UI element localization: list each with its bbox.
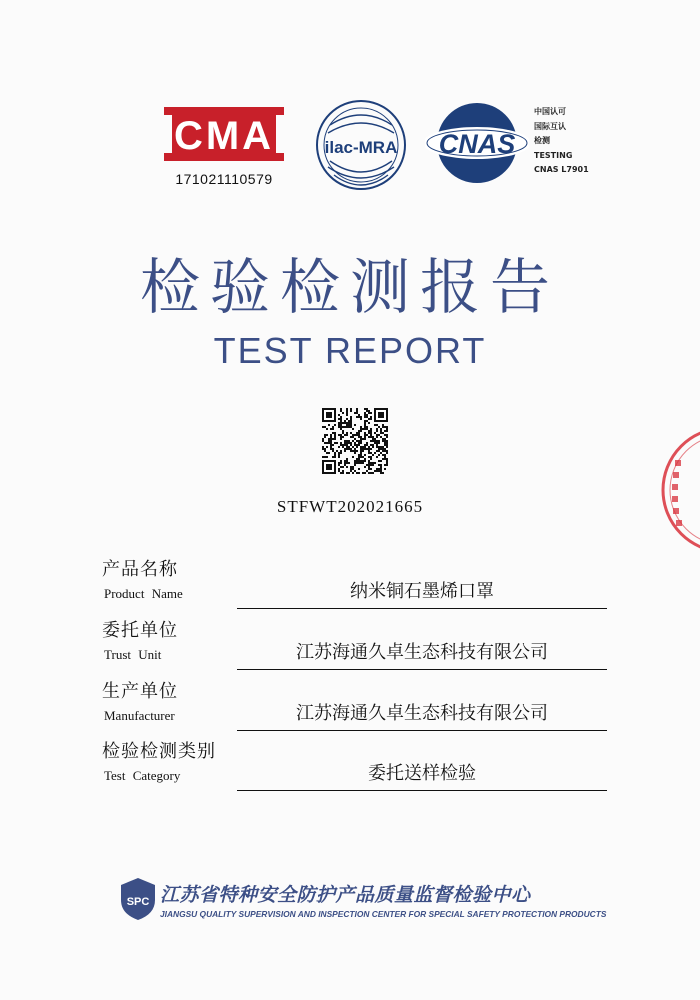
cnas-line: CNAS L7901 [534,165,589,174]
report-title-cn: 检验检测报告 [140,253,560,323]
cnas-line: 国际互认 [534,121,566,131]
field-value: 江苏海通久卓生态科技有限公司 [296,703,548,724]
field-label-cn: 产品名称 [102,559,178,580]
svg-text:CNAS: CNAS [438,129,516,159]
field-manufacturer [102,677,612,737]
svg-text:CMA: CMA [173,114,275,158]
field-label-cn: 检验检测类别 [102,741,216,762]
cnas-caption [534,105,589,178]
field-underline [237,669,607,670]
field-label-cn: 生产单位 [102,681,178,702]
cnas-line: TESTING [534,150,573,160]
issuer-name-en: JIANGSU QUALITY SUPERVISION AND INSPECTION CENTER FOR SPECIAL SAFETY PROTECTION PRODUCTS [160,909,607,919]
spc-badge-icon [118,876,158,922]
field-product-name [102,555,612,615]
report-title-en: TEST REPORT [213,330,487,371]
cnas-logo [425,100,529,190]
qr-code-icon[interactable] [322,408,388,478]
cma-mark-icon [158,105,290,163]
field-trust-unit [102,616,612,676]
accreditation-logos [0,95,700,205]
field-value: 纳米铜石墨烯口罩 [350,581,494,602]
ilac-mra-logo [316,95,406,199]
issuer-footer [118,872,607,932]
field-label-cn: 委托单位 [102,620,178,641]
report-number: STFWT202021665 [276,497,424,516]
field-label-en: Trust Unit [104,647,162,662]
field-test-category [102,737,612,797]
official-seal-icon [655,420,700,564]
field-label-en: Manufacturer [104,708,175,723]
svg-text:ilac-MRA: ilac-MRA [324,138,398,157]
field-underline [237,608,607,609]
cnas-line: 检测 [534,136,550,145]
field-label-en: Test Category [104,768,181,783]
cma-logo [158,105,290,187]
field-label-en: Product Name [104,586,183,601]
cma-number: 171021110579 [175,171,273,187]
cnas-line: 中国认可 [534,107,566,116]
svg-text:SPC: SPC [126,896,150,908]
issuer-name-cn: 江苏省特种安全防护产品质量监督检验中心 [160,884,531,906]
field-underline [237,730,607,731]
field-underline [237,790,607,791]
field-value: 江苏海通久卓生态科技有限公司 [296,642,548,663]
field-value: 委托送样检验 [368,763,476,784]
